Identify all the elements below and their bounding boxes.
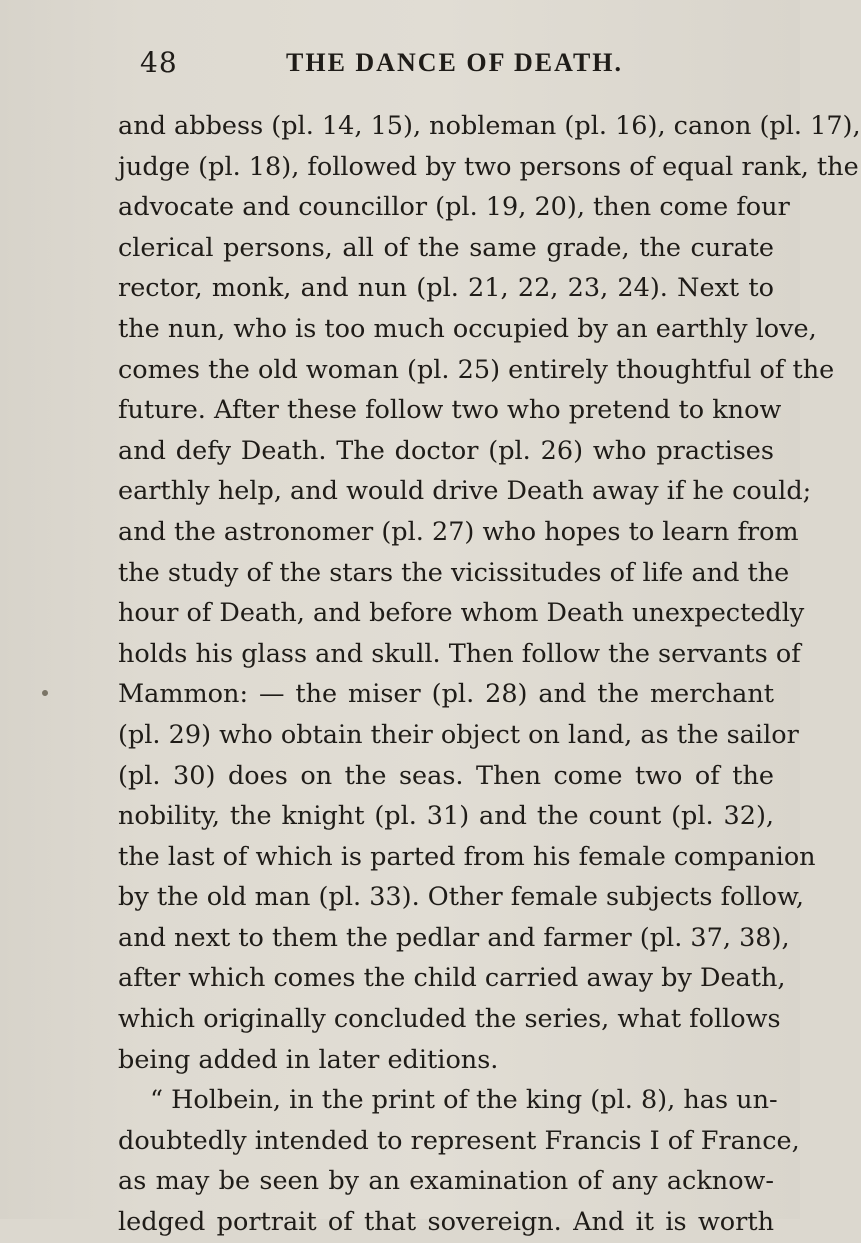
text-line: after which comes the child carried away by Death, bbox=[118, 963, 786, 994]
page-header bbox=[140, 46, 776, 86]
text-line: advocate and councillor (pl. 19, 20), then come four bbox=[118, 192, 790, 223]
text-line: judge (pl. 18), followed by two persons of equal rank, the bbox=[118, 151, 859, 182]
text-line: clerical persons, all of the same grade, the curate bbox=[118, 232, 774, 263]
text-line: nobility, the knight (pl. 31) and the count (pl. 32), bbox=[118, 801, 774, 832]
page-number: 48 bbox=[140, 46, 178, 79]
paragraph-end-line: being added in later editions. bbox=[118, 1044, 499, 1075]
text-line: comes the old woman (pl. 25) entirely thoughtful of the bbox=[118, 354, 835, 385]
running-title: THE DANCE OF DEATH. bbox=[286, 48, 624, 77]
text-line: and abbess (pl. 14, 15), nobleman (pl. 16), canon (pl. 17), bbox=[118, 111, 861, 141]
text-line: and the astronomer (pl. 27) who hopes to learn from bbox=[118, 516, 799, 547]
text-line: hour of Death, and before whom Death unexpectedly bbox=[118, 598, 805, 629]
text-line: the last of which is parted from his female companion bbox=[118, 841, 816, 872]
text-line: Mammon: — the miser (pl. 28) and the merchant bbox=[118, 679, 774, 710]
text-line: the nun, who is too much occupied by an earthly love, bbox=[118, 313, 817, 344]
text-line: by the old man (pl. 33). Other female subjects follow, bbox=[118, 882, 804, 913]
text-line: earthly help, and would drive Death away if he could; bbox=[118, 476, 812, 507]
paper-speck bbox=[41, 689, 49, 697]
text-line: holds his glass and skull. Then follow the servants of bbox=[118, 638, 801, 669]
text-line: doubtedly intended to represent Francis I of France, bbox=[118, 1125, 800, 1156]
text-line: ledged portrait of that sovereign. And it is worth bbox=[118, 1207, 774, 1238]
text-line: as may be seen by an examination of any acknow- bbox=[118, 1166, 774, 1197]
text-line: future. After these follow two who pretend to know bbox=[118, 395, 782, 426]
text-line: and defy Death. The doctor (pl. 26) who practises bbox=[118, 435, 774, 466]
text-line: and next to them the pedlar and farmer (pl. 37, 38), bbox=[118, 922, 790, 953]
text-line: the study of the stars the vicissitudes of life and the bbox=[118, 557, 790, 588]
text-line: rector, monk, and nun (pl. 21, 22, 23, 24). Next to bbox=[118, 273, 774, 304]
text-line: (pl. 30) does on the seas. Then come two of the bbox=[118, 760, 774, 791]
text-line: which originally concluded the series, what follows bbox=[118, 1004, 781, 1035]
body-text bbox=[118, 106, 861, 1243]
paragraph-start-line: “ Holbein, in the print of the king (pl. 8), has un- bbox=[150, 1085, 778, 1116]
text-line: (pl. 29) who obtain their object on land, as the sailor bbox=[118, 719, 799, 750]
